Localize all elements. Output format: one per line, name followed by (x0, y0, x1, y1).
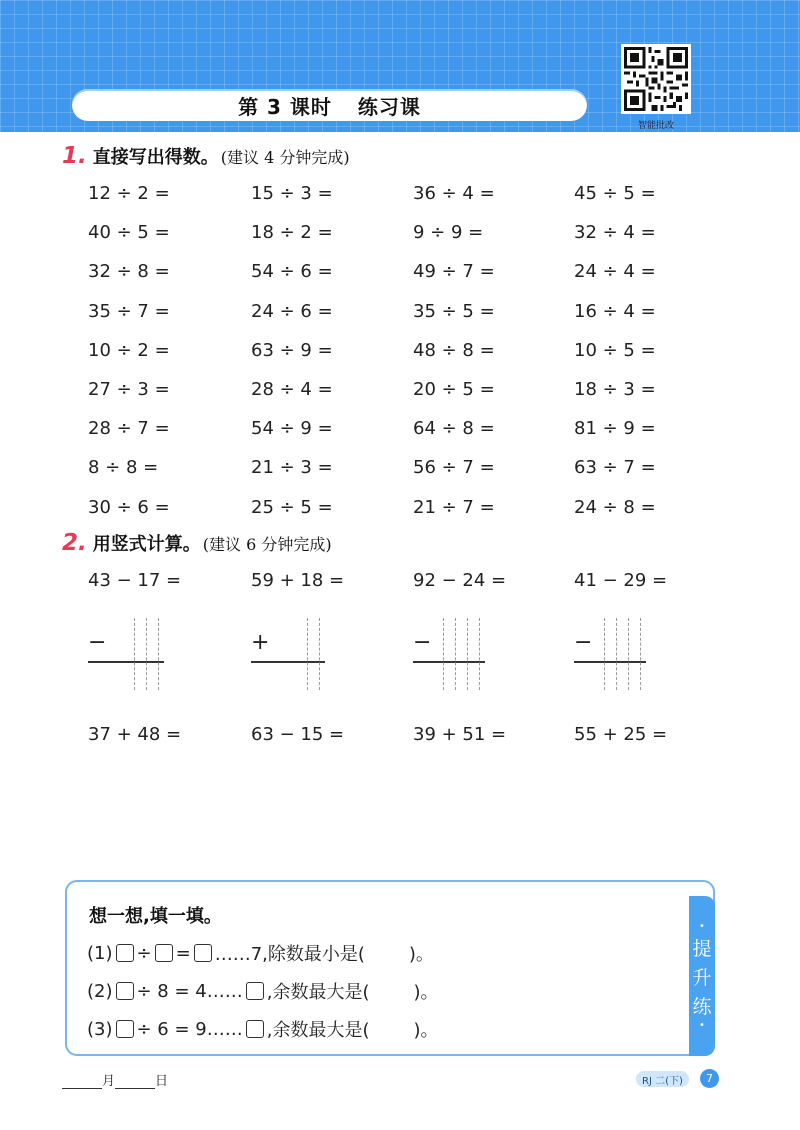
q3-tail: ,余数最大是( (266, 1020, 370, 1041)
vertical-calc-problem: 55 + 25 = (574, 724, 668, 745)
calc-rule-line (413, 661, 485, 663)
section-2-number: 2. (62, 530, 87, 556)
section-1-title: 直接写出得数。 (92, 147, 219, 168)
page-number: 7 (700, 1069, 719, 1088)
division-problem: 45 ÷ 5 = (574, 183, 656, 204)
blank-box[interactable] (246, 982, 264, 1000)
blank-box[interactable] (246, 1020, 264, 1038)
q2-prefix: (2) (87, 980, 113, 1002)
digit-guide-line (479, 618, 480, 690)
division-problem: 21 ÷ 3 = (251, 457, 333, 479)
division-problem: 9 ÷ 9 = (413, 222, 484, 244)
vertical-calc-problem: 41 − 29 = (574, 570, 668, 591)
vertical-calc-workspace-column[interactable] (574, 618, 744, 698)
month-blank[interactable] (62, 1074, 102, 1089)
operator-sign: + (251, 630, 270, 655)
lesson-title-bar (72, 89, 587, 121)
section-1-number: 1. (62, 143, 87, 169)
digit-guide-line (604, 618, 605, 690)
division-problem: 56 ÷ 7 = (413, 457, 495, 479)
digit-guide-line (134, 618, 135, 690)
division-problem: 32 ÷ 4 = (574, 222, 656, 244)
blank-box[interactable] (116, 944, 134, 962)
division-problem: 25 ÷ 5 = (251, 496, 333, 518)
tab-char-2: 升 (692, 966, 712, 989)
calc-rule-line (88, 661, 164, 663)
division-problem: 32 ÷ 8 = (88, 261, 170, 283)
vertical-calc-problem: 59 + 18 = (251, 570, 345, 591)
vertical-calc-problem: 43 − 17 = (88, 570, 182, 591)
date-field (62, 1070, 168, 1089)
tab-char-3: 练 (692, 995, 712, 1018)
calc-rule-line (574, 661, 646, 663)
lesson-type: 练习课 (357, 94, 421, 119)
blank-box[interactable] (194, 944, 212, 962)
practice-panel (65, 880, 715, 1056)
division-problem: 20 ÷ 5 = (413, 379, 495, 400)
division-problem: 24 ÷ 6 = (251, 300, 333, 322)
practice-title: 想一想,填一填。 (89, 906, 222, 927)
digit-guide-line (616, 618, 617, 690)
division-problem: 40 ÷ 5 = (88, 222, 170, 244)
digit-guide-line (146, 618, 147, 690)
digit-guide-line (628, 618, 629, 690)
division-problem: 12 ÷ 2 = (88, 183, 170, 204)
division-problem: 48 ÷ 8 = (413, 339, 495, 361)
digit-guide-line (307, 618, 308, 690)
division-problem: 30 ÷ 6 = (88, 496, 170, 518)
division-problem: 28 ÷ 4 = (251, 379, 333, 400)
q1-prefix: (1) (87, 942, 113, 964)
division-problem: 18 ÷ 2 = (251, 222, 333, 244)
digit-guide-line (640, 618, 641, 690)
blank-box[interactable] (116, 1020, 134, 1038)
q3-prefix: (3) (87, 1018, 113, 1040)
edition-badge: RJ 二(下) (636, 1071, 689, 1087)
q2-expr: ÷ 8 = 4…… (136, 980, 243, 1002)
division-problem: 63 ÷ 7 = (574, 457, 656, 479)
tab-char-1: 提 (692, 937, 712, 960)
division-problem: 35 ÷ 7 = (88, 300, 170, 322)
month-label: 月 (102, 1074, 116, 1089)
division-problem: 18 ÷ 3 = (574, 379, 656, 400)
q1-op2: = (175, 942, 191, 964)
section-1-note: (建议 4 分钟完成) (220, 148, 350, 167)
division-problem: 64 ÷ 8 = (413, 418, 495, 440)
division-problem: 54 ÷ 6 = (251, 261, 333, 283)
division-problem: 36 ÷ 4 = (413, 183, 495, 204)
division-problem: 49 ÷ 7 = (413, 261, 495, 283)
division-problem: 21 ÷ 7 = (413, 496, 495, 518)
division-problem: 63 ÷ 9 = (251, 339, 333, 361)
digit-guide-line (158, 618, 159, 690)
digit-guide-line (443, 618, 444, 690)
operator-sign: − (574, 630, 593, 655)
blank-box[interactable] (155, 944, 173, 962)
division-problem: 24 ÷ 4 = (574, 261, 656, 283)
section-2-note: (建议 6 分钟完成) (202, 535, 332, 554)
division-problem: 10 ÷ 5 = (574, 339, 656, 361)
section-2-heading (62, 530, 332, 556)
division-problem: 15 ÷ 3 = (251, 183, 333, 204)
vertical-calc-problem: 39 + 51 = (413, 724, 507, 745)
qr-label: 智能批改 (637, 121, 674, 131)
practice-tab: • 提 升 练 • (689, 896, 715, 1056)
division-problem: 8 ÷ 8 = (88, 457, 159, 479)
blank-box[interactable] (116, 982, 134, 1000)
division-problem: 28 ÷ 7 = (88, 418, 170, 440)
q2-end: )。 (413, 982, 439, 1003)
q2-tail: ,余数最大是( (266, 982, 370, 1003)
vertical-calc-workspace-column[interactable] (88, 618, 258, 698)
section-1-heading (62, 143, 350, 169)
vertical-calc-workspace-column[interactable] (413, 618, 583, 698)
division-problem: 54 ÷ 9 = (251, 418, 333, 440)
division-problem: 10 ÷ 2 = (88, 339, 170, 361)
digit-guide-line (467, 618, 468, 690)
division-problem: 35 ÷ 5 = (413, 300, 495, 322)
operator-sign: − (413, 630, 432, 655)
digit-guide-line (319, 618, 320, 690)
vertical-calc-problem: 63 − 15 = (251, 724, 345, 745)
calc-rule-line (251, 661, 325, 663)
practice-question-2 (87, 978, 439, 1004)
vertical-calc-workspace-column[interactable] (251, 618, 421, 698)
vertical-calc-problem: 92 − 24 = (413, 570, 507, 591)
practice-question-1 (87, 940, 434, 966)
division-problem: 16 ÷ 4 = (574, 300, 656, 322)
q1-end: )。 (408, 944, 434, 965)
day-blank[interactable] (115, 1074, 155, 1089)
section-2-title: 用竖式计算。 (92, 534, 201, 555)
division-problem: 24 ÷ 8 = (574, 496, 656, 518)
day-label: 日 (155, 1074, 169, 1089)
division-problem: 27 ÷ 3 = (88, 379, 170, 400)
practice-question-3 (87, 1016, 439, 1042)
q3-end: )。 (413, 1020, 439, 1041)
q1-op1: ÷ (136, 942, 152, 964)
lesson-number: 第 3 课时 (238, 94, 332, 119)
qr-code-icon[interactable] (621, 44, 691, 114)
vertical-calc-problem: 37 + 48 = (88, 724, 182, 745)
digit-guide-line (455, 618, 456, 690)
q1-tail: ……7,除数最小是( (214, 944, 365, 965)
division-problem: 81 ÷ 9 = (574, 418, 656, 440)
q3-expr: ÷ 6 = 9…… (136, 1018, 243, 1040)
operator-sign: − (88, 630, 107, 655)
